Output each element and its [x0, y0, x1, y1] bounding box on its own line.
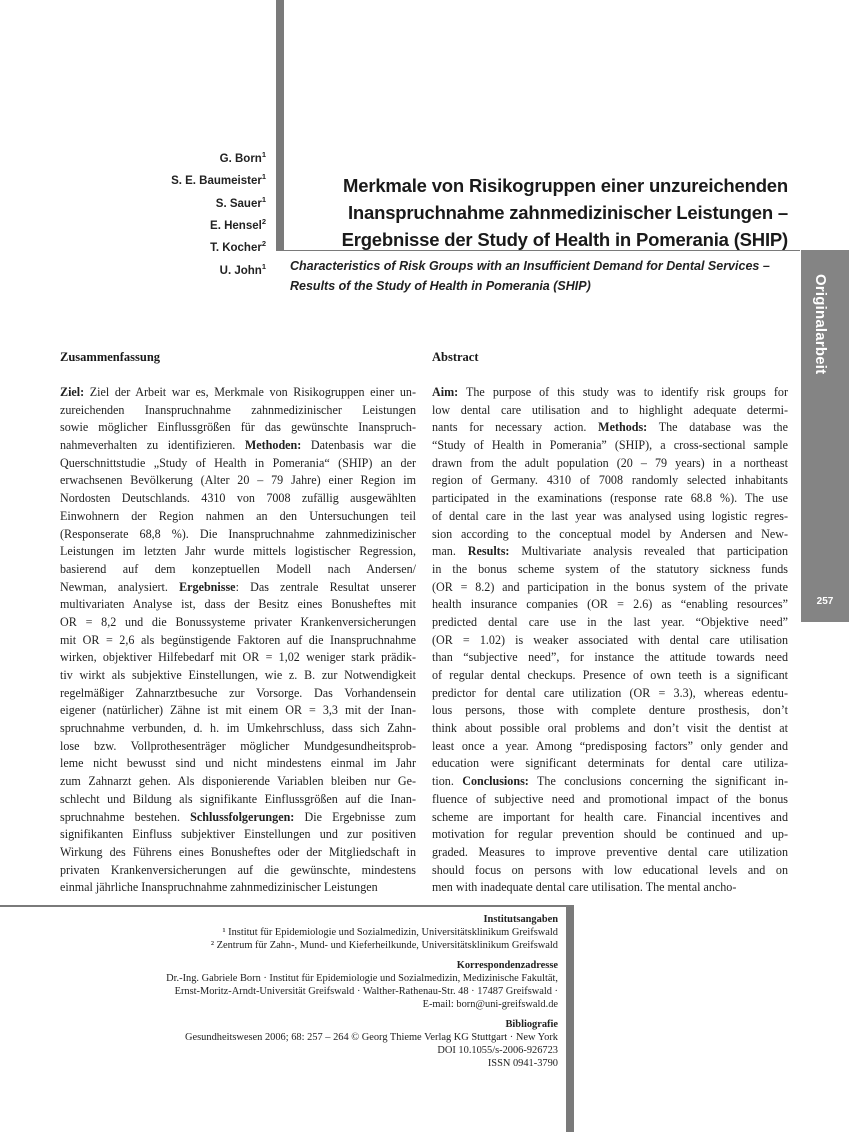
text-run: lose bzw. Vollprothesenträger möglicher Mundgesundheitsprob-	[60, 738, 416, 753]
text-run: tiv wirkt als subjektive Einstellungen, wie z. B. zur Notwendigkeit	[60, 668, 416, 682]
text-run: zum Zahnarzt gehen. Als disponierende Variablen bleiben nur Ge-	[60, 774, 416, 789]
subtitle-line: Results of the Study of Health in Pomerania (SHIP)	[290, 279, 591, 293]
text-run: The database was the	[647, 420, 788, 435]
text-line	[60, 632, 416, 650]
text-run: education were significant determinats for dental care utiliza-	[432, 756, 788, 771]
text-run: Wirkung des Führens eines Bonusheftes oder der Mitgliedschaft in	[60, 844, 416, 859]
text-line	[432, 738, 788, 756]
text-run: (OR = 8.2) and participation in the bonus system of the private	[432, 579, 788, 594]
text-line	[60, 579, 416, 597]
affiliation-line: ² Zentrum für Zahn-, Mund- und Kieferheilkunde, Universitätsklinikum Greifswald	[210, 940, 558, 951]
text-run: of dental care in the last year was analysed using logistic regres-	[432, 508, 788, 523]
article-title	[296, 172, 788, 253]
text-line	[432, 791, 788, 809]
abstract-text	[432, 384, 788, 897]
text-line	[60, 384, 416, 402]
text-run: think about possible oral problems and don’t visit the dentist at	[432, 721, 788, 736]
article-info-box	[100, 913, 558, 1070]
text-run: regelmäßiger Zahnarztbesuche zur Vorsorge. Das Vorhandensein	[60, 685, 416, 700]
text-line	[60, 596, 416, 614]
bold-run: Conclusions:	[462, 774, 529, 789]
text-line	[432, 649, 788, 667]
text-line	[432, 419, 788, 437]
text-line	[60, 437, 416, 455]
text-line	[432, 685, 788, 703]
text-line	[60, 543, 416, 561]
info-box-rule	[0, 905, 574, 907]
text-line	[432, 879, 788, 897]
text-run: (Responserate 68,8 %). Die Inanspruchnahme zahnmedizinischer	[60, 526, 416, 541]
text-run: of regular dental checkups. Presence of own teeth is a significant	[432, 668, 788, 682]
text-line	[432, 561, 788, 579]
text-line	[432, 490, 788, 508]
text-line	[60, 649, 416, 667]
text-run: The conclusions concerning the significant in-	[528, 774, 788, 789]
correspondence-line: Ernst-Moritz-Arndt-Universität Greifswald · Walther-Rathenau-Str. 48 · 17487 Greifswald ·	[174, 986, 558, 997]
text-run: multivariaten Analyse ist, dass der Besitz eines Bonusheftes mit	[60, 597, 416, 612]
text-line	[60, 738, 416, 756]
text-run: Die Ergebnisse zum	[294, 809, 416, 824]
text-run: erwachsenen Bevölkerung (Alter 20 – 79 Jahre) einer Region im	[60, 473, 416, 488]
text-run: schlecht und Bildung als signifikante Einflussgrößen auf die Inan-	[60, 791, 416, 806]
text-run: zureichenden Inanspruchnahme zahnmedizinischer Leistungen	[60, 402, 416, 417]
author: T. Kocher$^2$	[210, 239, 266, 255]
issn-line: ISSN 0941-3790	[487, 1058, 558, 1069]
text-line	[60, 561, 416, 579]
text-run: basierend auf dem konzeptuellen Modell nach Andersen/	[60, 561, 416, 576]
title-line: Inanspruchnahme zahnmedizinischer Leistungen –	[347, 202, 788, 223]
bold-run: Methods:	[598, 420, 648, 435]
text-run: scheme are important for health care. Financial incentives and	[432, 809, 788, 824]
title-line: Ergebnisse der Study of Health in Pomerania (SHIP)	[341, 229, 788, 250]
text-run: than “subjective need”, for instance the attitude towards need	[432, 650, 788, 665]
section-side-tab	[801, 250, 849, 622]
text-run: in the bonus scheme system of the statutory sickness funds	[432, 561, 788, 576]
text-line	[432, 526, 788, 544]
text-line	[432, 596, 788, 614]
zusammenfassung-heading: Zusammenfassung	[60, 350, 161, 364]
author: U. John$^1$	[219, 261, 266, 277]
text-line	[432, 702, 788, 720]
text-run: region of Germany. 4310 of 7008 randomly selected inhabitants	[432, 473, 788, 488]
bold-run: Schlussfolgerungen:	[190, 809, 295, 824]
doi-line: DOI 10.1055/s-2006-926723	[437, 1045, 558, 1056]
text-line	[60, 526, 416, 544]
text-run: tion.	[432, 774, 463, 789]
text-line	[60, 685, 416, 703]
text-line	[60, 702, 416, 720]
text-line	[432, 667, 788, 685]
decorative-vertical-bar-bottom	[566, 905, 574, 1132]
citation-line: Gesundheitswesen 2006; 68: 257 – 264 © Georg Thieme Verlag KG Stuttgart · New York	[185, 1032, 558, 1043]
text-run: Multivariate analysis revealed that participation	[509, 544, 789, 559]
text-line	[60, 455, 416, 473]
text-line	[60, 826, 416, 844]
author: E. Hensel$^2$	[210, 216, 266, 232]
text-run: Newman, analysiert.	[60, 579, 180, 594]
text-line	[60, 862, 416, 880]
text-run: health insurance companies (OR = 2.6) as “enabling resources”	[432, 597, 788, 612]
text-run: lous persons, those with complete denture prosthesis, don’t	[432, 703, 788, 718]
text-run: : Das zentrale Resultat unserer	[235, 579, 416, 594]
institutsangaben-heading: Institutsangaben	[483, 914, 558, 925]
text-line	[60, 879, 416, 897]
text-line	[60, 720, 416, 738]
text-run: eigener (natürlicher) Zähne ist mit einem OR = 3,3 mit der Inan-	[60, 703, 416, 718]
article-type-label: Originalarbeit	[812, 274, 829, 375]
text-line	[432, 614, 788, 632]
text-line	[432, 809, 788, 827]
bold-run: Ziel:	[60, 385, 85, 399]
english-title	[290, 256, 790, 296]
text-line	[432, 384, 788, 402]
text-line	[432, 437, 788, 455]
text-run: (OR = 1.02) is weaker associated with dental care utilisation	[432, 632, 788, 647]
text-line	[432, 455, 788, 473]
bibliografie-heading: Bibliografie	[505, 1019, 558, 1030]
text-run: graded. Measures to improve preventive dental care utilization	[432, 844, 788, 859]
text-line	[60, 755, 416, 773]
text-line	[432, 773, 788, 791]
text-run: man.	[432, 544, 468, 559]
text-run: OR = 8,2 und die Bonussysteme privater Krankenversicherungen	[60, 614, 416, 629]
text-run: Nordosten Deutschlands. 4310 von 7008 zufällig ausgewählten	[60, 491, 416, 506]
text-line	[432, 755, 788, 773]
text-run: wirken, objektiver Hilfebedarf mit OR = 1,02 weniger stark prädik-	[60, 650, 416, 665]
text-run: signifikanten Einfluss subjektiver Einstellungen und zur positiven	[60, 827, 416, 842]
page-number: 257	[816, 596, 834, 607]
text-run: Ziel der Arbeit war es, Merkmale von Risikogruppen einer un-	[84, 385, 416, 399]
text-line	[432, 472, 788, 490]
bold-run: Methoden:	[244, 438, 302, 453]
text-line	[432, 826, 788, 844]
text-line	[60, 667, 416, 685]
author: S. Sauer$^1$	[215, 194, 266, 210]
text-line	[60, 614, 416, 632]
text-run: Leistungen im letzten Jahr wurde mittels logistischer Regression,	[60, 544, 416, 559]
text-run: “Study of Health in Pomerania” (SHIP), a cross-sectional sample	[432, 438, 788, 453]
text-run: Einwohnern der Region nahmen an den Untersuchungen teil	[60, 508, 416, 523]
bold-run: Results:	[467, 544, 510, 559]
text-run: participated in the examinations (response rate 68.8 %). The use	[432, 491, 788, 506]
text-run: spruchnahme bestehen.	[60, 809, 191, 824]
text-run: privaten Krankenversicherungen auf die gewünschte, mindestens	[60, 862, 416, 877]
text-run: drawn from the adult population (20 – 79 years) in a northeast	[432, 455, 788, 470]
correspondence-line: Dr.-Ing. Gabriele Born · Institut für Epidemiologie und Sozialmedizin, Medizinische Fakultät,	[166, 973, 558, 984]
text-line	[432, 862, 788, 880]
text-run: spruchnahme verbunden, d. h. im Umkehrschluss, dass sich Zahn-	[60, 721, 416, 736]
text-line	[60, 773, 416, 791]
text-run: The purpose of this study was to identify risk groups for	[458, 385, 788, 399]
text-line	[432, 543, 788, 561]
zusammenfassung-text	[60, 384, 416, 897]
text-line	[432, 402, 788, 420]
text-line	[60, 809, 416, 827]
text-run: Querschnittstudie „Study of Health in Pomerania“ (SHIP) an der	[60, 455, 416, 470]
text-line	[60, 419, 416, 437]
subtitle-line: Characteristics of Risk Groups with an Insufficient Demand for Dental Services –	[290, 259, 770, 273]
text-line	[60, 508, 416, 526]
text-run: einmal jährliche Inanspruchnahme zahnmedizinischer Leistungen	[60, 880, 378, 895]
text-line	[432, 720, 788, 738]
abstract-heading: Abstract	[432, 350, 479, 364]
text-line	[432, 508, 788, 526]
text-line	[432, 844, 788, 862]
author: S. E. Baumeister$^1$	[171, 172, 266, 188]
affiliation-line: ¹ Institut für Epidemiologie und Sozialmedizin, Universitätsklinikum Greifswald	[222, 927, 558, 938]
text-run: leme nicht bewusst sind und nicht mindestens einmal im Jahr	[60, 756, 416, 771]
text-run: predicted dental care use in the last year. “Objektive need”	[432, 614, 788, 629]
title-line: Merkmale von Risikogruppen einer unzureichenden	[343, 175, 788, 196]
decorative-vertical-bar-top	[276, 0, 284, 250]
author: G. Born$^1$	[219, 150, 266, 165]
text-run: fluence of subjective need and promotional impact of the bonus	[432, 791, 788, 806]
text-line	[432, 579, 788, 597]
bold-run: Aim:	[432, 385, 459, 399]
text-line	[60, 490, 416, 508]
text-run: motivation for regular prevention should be continued and up-	[432, 827, 788, 842]
text-line	[60, 791, 416, 809]
text-run: nahmeverhalten zu identifizieren.	[60, 438, 245, 453]
text-line	[60, 472, 416, 490]
text-line	[60, 844, 416, 862]
text-run: sowie möglicher Einflussgrößen für das gewünschte Inanspruch-	[60, 420, 416, 435]
text-run: predictor for dental care utilization (OR = 3.3), whereas edentu-	[432, 685, 788, 700]
korrespondenz-heading: Korrespondenzadresse	[456, 960, 558, 971]
text-run: should focus on persons with low educational levels and on	[432, 862, 788, 877]
text-run: Datenbasis war die	[301, 438, 416, 453]
text-run: sion according to the conceptual model by Andersen and New-	[432, 526, 788, 541]
text-line	[432, 632, 788, 650]
text-run: mit OR = 2,6 als begünstigende Faktoren auf die Inanspruchnahme	[60, 632, 416, 647]
author-list	[120, 146, 266, 280]
bold-run: Ergebnisse	[179, 579, 236, 594]
text-run: nants for necessary action.	[432, 420, 599, 435]
correspondence-email[interactable]: E-mail: born@uni-greifswald.de	[422, 999, 558, 1010]
text-run: low dental care utilisation and to highlight adequate determi-	[432, 402, 788, 417]
text-run: men with inadequate dental care utilisation. The mental ancho-	[432, 880, 737, 895]
text-run: least once a year. Among “predisposing factors” only gender and	[432, 738, 788, 753]
text-line	[60, 402, 416, 420]
